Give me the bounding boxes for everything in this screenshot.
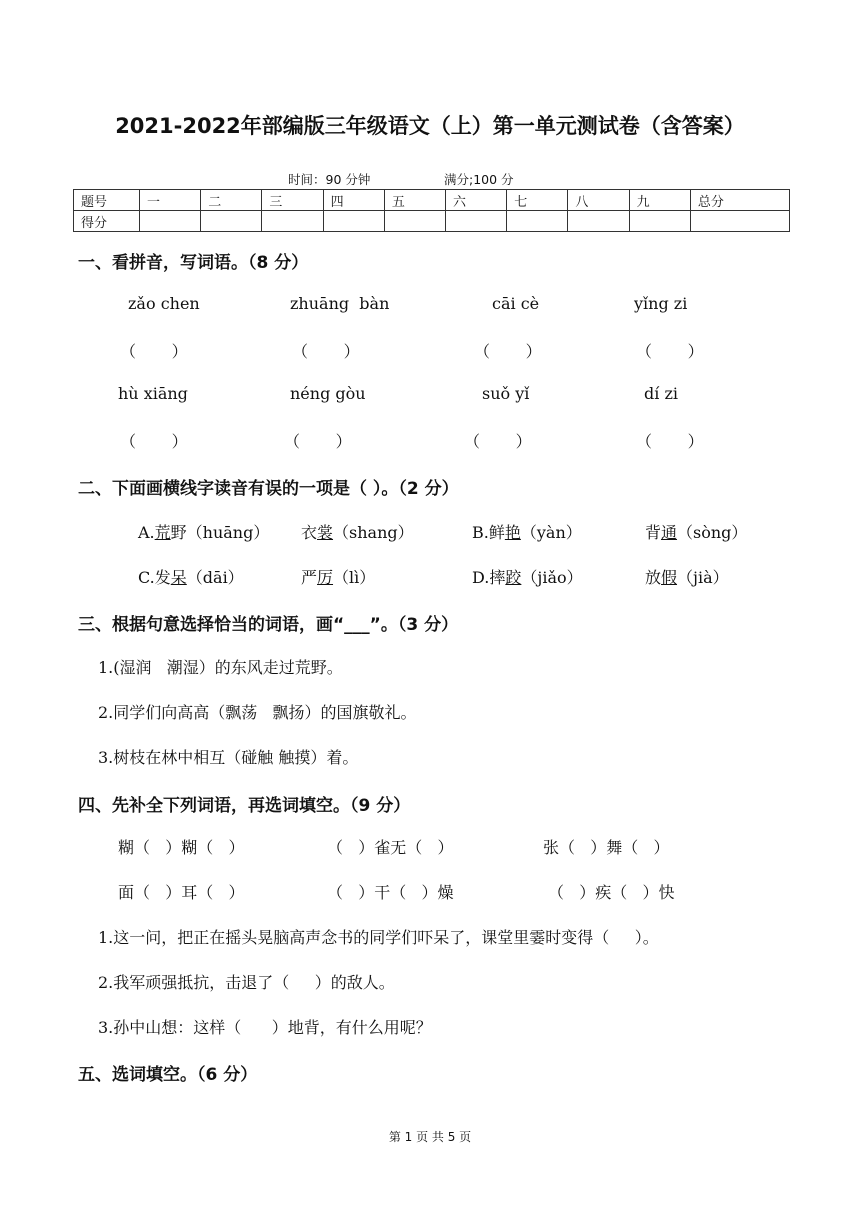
idiom-item: 张（ ）舞（ ） xyxy=(543,838,670,857)
score-cell[interactable] xyxy=(507,211,568,232)
full-score-label: 满分;100 分 xyxy=(444,172,514,187)
option-a[interactable] xyxy=(138,520,269,543)
score-cell[interactable] xyxy=(201,211,262,232)
table-cell: 三 xyxy=(262,190,323,211)
idiom-item: （ ）疾（ ）快 xyxy=(548,883,675,902)
option-c-word2 xyxy=(301,565,375,588)
question-item: 1.(湿润 潮湿）的东风走过荒野。 xyxy=(98,658,343,677)
answer-blank[interactable]: （ ） xyxy=(636,432,704,451)
table-cell: 五 xyxy=(384,190,445,211)
option-text: 严 xyxy=(301,568,318,587)
pinyin-item: zhuāng bàn xyxy=(290,294,390,313)
page-footer: 第 1 页 共 5 页 xyxy=(388,1130,472,1144)
score-cell[interactable] xyxy=(690,211,789,232)
option-text: （lì） xyxy=(333,568,376,587)
answer-blank[interactable]: （ ） xyxy=(284,432,352,451)
answer-blank[interactable]: （ ） xyxy=(474,342,542,361)
pinyin-item: dí zi xyxy=(644,384,678,403)
idiom-item: 糊（ ）糊（ ） xyxy=(118,838,245,857)
option-text: 放 xyxy=(645,568,662,587)
score-cell[interactable] xyxy=(568,211,629,232)
table-cell: 九 xyxy=(629,190,690,211)
pinyin-item: cāi cè xyxy=(492,294,540,313)
option-text: （shang） xyxy=(333,523,414,542)
table-cell: 六 xyxy=(446,190,507,211)
option-label: B.鲜 xyxy=(472,523,505,542)
table-cell: 二 xyxy=(201,190,262,211)
option-label: D.摔 xyxy=(472,568,506,587)
option-text: （dāi） xyxy=(186,568,244,587)
option-text: （yàn） xyxy=(520,523,582,542)
pinyin-item: zǎo chen xyxy=(128,294,200,313)
idiom-item: 面（ ）耳（ ） xyxy=(118,883,245,902)
idiom-item: （ ）干（ ）燥 xyxy=(327,883,454,902)
option-label: C.发 xyxy=(138,568,171,587)
score-cell[interactable] xyxy=(629,211,690,232)
option-label: A. xyxy=(138,523,155,542)
underlined-char: 通 xyxy=(661,523,678,542)
score-table xyxy=(73,189,790,232)
score-cell[interactable] xyxy=(384,211,445,232)
option-c[interactable] xyxy=(138,565,244,588)
section-3-heading: 三、根据句意选择恰当的词语，画“___”。（3 分） xyxy=(78,615,459,635)
question-item: 2.同学们向高高（飘荡 飘扬）的国旗敬礼。 xyxy=(98,703,417,722)
option-d-word2 xyxy=(645,565,729,588)
question-item: 2.我军顽强抵抗，击退了（ ）的敌人。 xyxy=(98,973,395,992)
underlined-char: 假 xyxy=(661,568,678,587)
question-item: 3.树枝在林中相互（碰触 触摸）着。 xyxy=(98,748,359,767)
table-cell: 题号 xyxy=(74,190,140,211)
option-b-word2 xyxy=(645,520,747,543)
time-label: 时间：90 分钟 xyxy=(288,172,371,187)
answer-blank[interactable]: （ ） xyxy=(120,342,188,361)
score-cell[interactable] xyxy=(262,211,323,232)
question-item: 3.孙中山想：这样（ ）地背，有什么用呢？ xyxy=(98,1018,432,1037)
table-cell: 七 xyxy=(507,190,568,211)
underlined-char: 跤 xyxy=(505,568,522,587)
pinyin-item: yǐng zi xyxy=(634,294,688,313)
answer-blank[interactable]: （ ） xyxy=(292,342,360,361)
section-4-heading: 四、先补全下列词语，再选词填空。（9 分） xyxy=(78,796,411,816)
section-2-heading: 二、下面画横线字读音有误的一项是（ ）。（2 分） xyxy=(78,479,459,499)
option-text: （jiǎo） xyxy=(521,568,583,587)
option-text: 衣 xyxy=(301,523,318,542)
section-5-heading: 五、选词填空。（6 分） xyxy=(78,1065,258,1085)
table-cell: 四 xyxy=(323,190,384,211)
option-b[interactable] xyxy=(472,520,582,543)
answer-blank[interactable]: （ ） xyxy=(464,432,532,451)
option-text: （jià） xyxy=(677,568,729,587)
option-d[interactable] xyxy=(472,565,583,588)
underlined-char: 荒 xyxy=(154,523,171,542)
pinyin-item: suǒ yǐ xyxy=(482,384,530,403)
idiom-item: （ ）雀无（ ） xyxy=(327,838,454,857)
option-a-word2 xyxy=(301,520,414,543)
answer-blank[interactable]: （ ） xyxy=(636,342,704,361)
option-text: 野（huāng） xyxy=(170,523,270,542)
table-cell: 得分 xyxy=(74,211,140,232)
section-1-heading: 一、看拼音，写词语。（8 分） xyxy=(78,253,309,273)
pinyin-item: hù xiāng xyxy=(118,384,188,403)
score-cell[interactable] xyxy=(140,211,201,232)
page-title: 2021-2022年部编版三年级语文（上）第一单元测试卷（含答案） xyxy=(115,114,745,138)
option-text: 背 xyxy=(645,523,662,542)
table-cell: 八 xyxy=(568,190,629,211)
table-row xyxy=(74,211,790,232)
table-cell: 总分 xyxy=(690,190,789,211)
table-row xyxy=(74,190,790,211)
pinyin-item: néng gòu xyxy=(290,384,366,403)
option-text: （sòng） xyxy=(677,523,748,542)
answer-blank[interactable]: （ ） xyxy=(120,432,188,451)
question-item: 1.这一问，把正在摇头晃脑高声念书的同学们吓呆了，课堂里霎时变得（ ）。 xyxy=(98,928,659,947)
table-cell: 一 xyxy=(140,190,201,211)
underlined-char: 艳 xyxy=(504,523,521,542)
underlined-char: 裳 xyxy=(317,523,334,542)
underlined-char: 呆 xyxy=(170,568,187,587)
underlined-char: 厉 xyxy=(317,568,334,587)
score-cell[interactable] xyxy=(446,211,507,232)
score-cell[interactable] xyxy=(323,211,384,232)
